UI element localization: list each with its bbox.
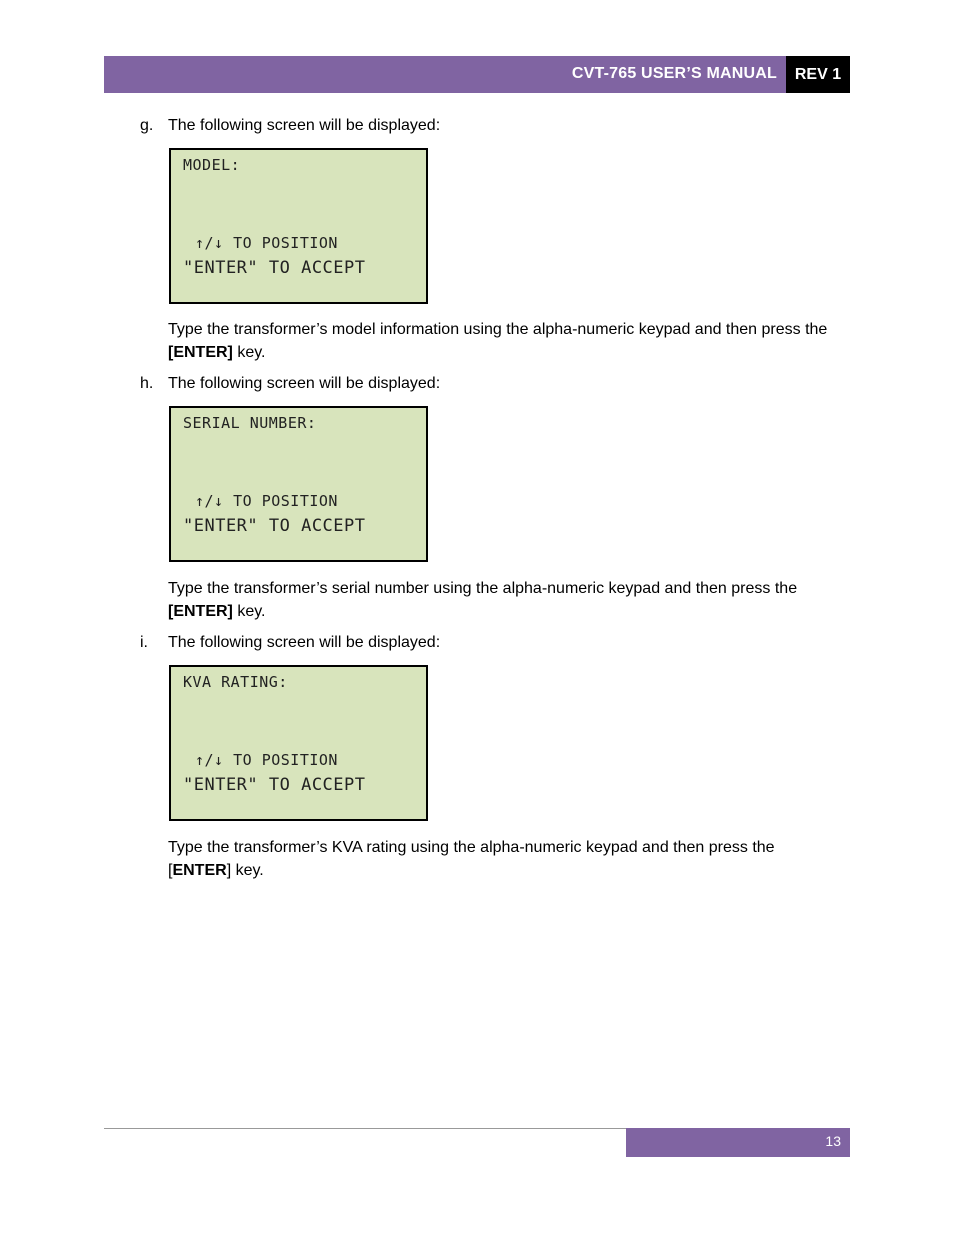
- lcd-line-4: "ENTER" TO ACCEPT: [183, 775, 366, 795]
- footer-divider: [104, 1128, 626, 1129]
- step-description: [168, 836, 838, 882]
- desc-text: Type the transformer’s KVA rating using the alpha-numeric keypad and then press the [: [168, 839, 775, 879]
- footer-bar: [626, 1128, 850, 1157]
- step-description: [168, 318, 838, 364]
- lcd-line-3: ↑/↓ TO POSITION: [195, 492, 338, 510]
- lcd-line-3: ↑/↓ TO POSITION: [195, 234, 338, 252]
- desc-text: Type the transformer’s model information using the alpha-numeric keypad and then press the: [168, 321, 828, 338]
- step-intro: The following screen will be displayed:: [168, 117, 441, 134]
- step-marker: i.: [140, 634, 148, 651]
- desc-text-end: ] key.: [226, 862, 264, 879]
- lcd-screen-model: [169, 148, 428, 304]
- revision-badge: REV 1: [786, 56, 850, 93]
- lcd-line-1: MODEL:: [183, 156, 241, 174]
- step-marker: g.: [140, 117, 154, 134]
- step-intro: The following screen will be displayed:: [168, 634, 441, 651]
- header-bar: [104, 56, 786, 93]
- desc-text-end: key.: [232, 603, 266, 620]
- enter-key-label: [ENTER]: [168, 344, 233, 361]
- desc-text-end: key.: [232, 344, 266, 361]
- manual-title: CVT-765 USER’S MANUAL: [571, 65, 777, 82]
- step-description: [168, 577, 838, 623]
- lcd-line-1: SERIAL NUMBER:: [183, 414, 317, 432]
- lcd-screen-serial-number: [169, 406, 428, 562]
- lcd-line-4: "ENTER" TO ACCEPT: [183, 258, 366, 278]
- page-number: 13: [825, 1133, 841, 1149]
- lcd-line-4: "ENTER" TO ACCEPT: [183, 516, 366, 536]
- lcd-line-1: KVA RATING:: [183, 673, 288, 691]
- step-marker: h.: [140, 375, 154, 392]
- desc-text: Type the transformer’s serial number using the alpha-numeric keypad and then press the: [168, 580, 798, 597]
- enter-key-label: ENTER: [172, 862, 227, 879]
- step-intro: The following screen will be displayed:: [168, 375, 441, 392]
- enter-key-label: [ENTER]: [168, 603, 233, 620]
- lcd-screen-kva-rating: [169, 665, 428, 821]
- lcd-line-3: ↑/↓ TO POSITION: [195, 751, 338, 769]
